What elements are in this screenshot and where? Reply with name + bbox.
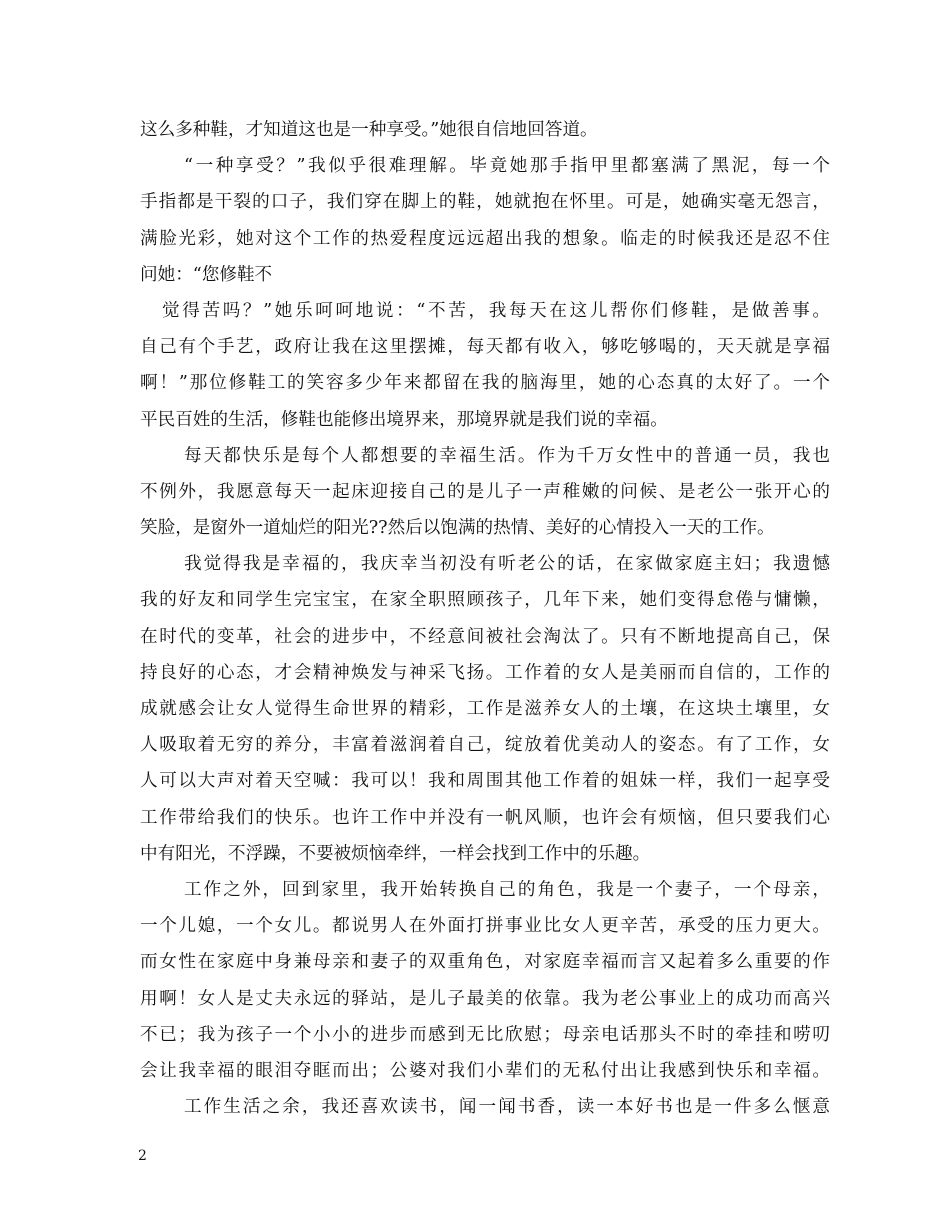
text-line: 而女性在家庭中身兼母亲和妻子的双重角色，对家庭幸福而言又起着多么重要的作 <box>140 952 830 973</box>
text-line: 工作带给我们的快乐。也许工作中并没有一帆风顺，也许会有烦恼，但只要我们心 <box>140 807 830 828</box>
text-line: 手指都是干裂的口子，我们穿在脚上的鞋，她就抱在怀里。可是，她确实毫无怨言， <box>140 192 830 213</box>
text-line: 觉得苦吗？”她乐呵呵地说：“不苦，我每天在这儿帮你们修鞋，是做善事。 <box>162 300 830 321</box>
text-line: 在时代的变革，社会的进步中，不经意间被社会淘汰了。只有不断地提高自己，保 <box>140 626 830 647</box>
text-line: 不例外，我愿意每天一起床迎接自己的是儿子一声稚嫩的问候、是老公一张开心的 <box>140 481 830 502</box>
text-line: “一种享受？”我似乎很难理解。毕竟她那手指甲里都塞满了黑泥，每一个 <box>184 156 830 177</box>
text-line: 成就感会让女人觉得生命世界的精彩，工作是滋养女人的土壤，在这块土壤里，女 <box>140 699 830 719</box>
text-line: 自己有个手艺，政府让我在这里摆摊，每天都有收入，够吃够喝的，天天就是享福 <box>140 337 830 358</box>
text-line: 人吸取着无穷的养分，丰富着滋润着自己，绽放着优美动人的姿态。有了工作，女 <box>140 735 830 756</box>
body-text <box>140 112 830 1125</box>
text-line: 会让我幸福的眼泪夺眶而出；公婆对我们小辈们的无私付出让我感到快乐和幸福。 <box>140 1060 830 1081</box>
text-line: 人可以大声对着天空喊：我可以！我和周围其他工作着的姐妹一样，我们一起享受 <box>140 771 830 792</box>
page-number: 2 <box>138 1148 147 1164</box>
text-line: 这么多种鞋，才知道这也是一种享受。”她很自信地回答道。 <box>140 120 598 140</box>
text-line: 用啊！女人是丈夫永远的驿站，是儿子最美的依靠。我为老公事业上的成功而高兴 <box>140 988 830 1009</box>
text-line: 我的好友和同学生完宝宝，在家全职照顾孩子，几年下来，她们变得怠倦与慵懒， <box>140 590 830 611</box>
text-line: 我觉得我是幸福的，我庆幸当初没有听老公的话，在家做家庭主妇；我遗憾 <box>184 554 830 575</box>
text-line: 问她：“您修鞋不 <box>140 264 273 285</box>
text-line: 中有阳光，不浮躁，不要被烦恼牵绊，一样会找到工作中的乐趣。 <box>140 843 651 864</box>
text-line: 啊！”那位修鞋工的笑容多少年来都留在我的脑海里，她的心态真的太好了。一个 <box>140 373 830 394</box>
text-line: 一个儿媳，一个女儿。都说男人在外面打拼事业比女人更辛苦，承受的压力更大。 <box>140 916 830 937</box>
text-line: 平民百姓的生活，修鞋也能修出境界来，那境界就是我们说的幸福。 <box>140 409 668 430</box>
text-line: 笑脸，是窗外一道灿烂的阳光??然后以饱满的热情、美好的心情投入一天的工作。 <box>140 518 775 539</box>
text-line: 工作生活之余，我还喜欢读书，闻一闻书香，读一本好书也是一件多么惬意 <box>184 1097 830 1118</box>
text-line: 每天都快乐是每个人都想要的幸福生活。作为千万女性中的普通一员，我也 <box>184 445 830 466</box>
text-line: 工作之外，回到家里，我开始转换自己的角色，我是一个妻子，一个母亲， <box>184 879 830 900</box>
text-line: 不已；我为孩子一个小小的进步而感到无比欣慰；母亲电话那头不时的牵挂和唠叨 <box>140 1024 830 1045</box>
text-line: 满脸光彩，她对这个工作的热爱程度远远超出我的想象。临走的时候我还是忍不住 <box>140 228 830 249</box>
text-line: 持良好的心态，才会精神焕发与神采飞扬。工作着的女人是美丽而自信的，工作的 <box>140 662 830 683</box>
